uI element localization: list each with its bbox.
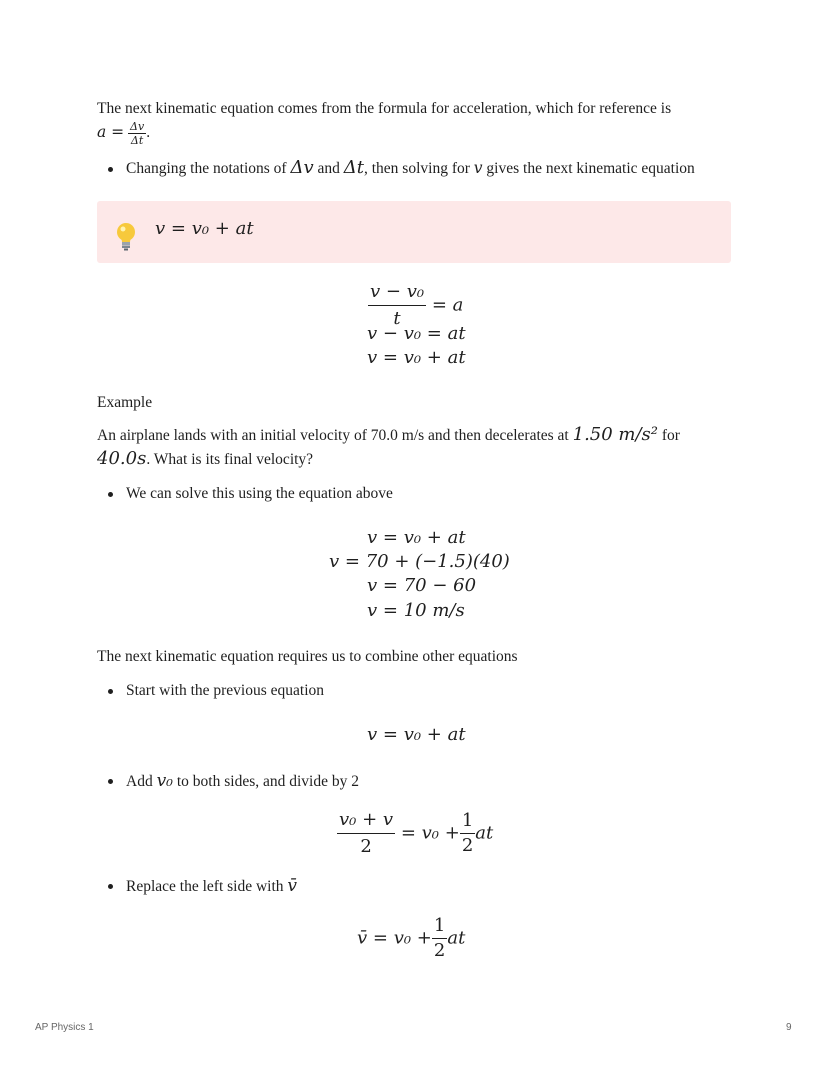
combine-bullet3-var: v̄ — [287, 876, 298, 896]
derivation1-den: t — [393, 308, 401, 329]
formula-den: Δt — [130, 134, 144, 147]
bullet-dot — [108, 689, 113, 694]
combine-eq2-num: v₀ + v — [337, 811, 395, 834]
example-bullet: We can solve this using the equation above — [126, 485, 393, 502]
bullet1-mid: , then solving for — [364, 160, 470, 177]
bullet1-dt: Δt — [343, 157, 364, 178]
bullet-dot — [108, 884, 113, 889]
combine-eq2-den: 2 — [360, 836, 372, 857]
bullet1-pre: Changing the notations of — [126, 160, 287, 177]
combine-eq2 — [337, 811, 493, 856]
bullet-notation — [126, 157, 695, 180]
combine-eq3 — [357, 917, 465, 960]
combine-text: The next kinematic equation requires us to combine other equations — [97, 648, 518, 665]
combine-eq2-half-den: 2 — [461, 835, 474, 856]
example-line1: v = v₀ + at — [367, 527, 466, 548]
derivation1-fraction — [368, 283, 426, 328]
combine-eq2-half-num: 1 — [460, 812, 475, 834]
combine-eq2-half — [460, 812, 475, 855]
combine-eq3-lhs: v̄ = v₀ + — [357, 927, 432, 949]
bullet-dot — [108, 167, 113, 172]
example-line3: v = 70 − 60 — [367, 575, 477, 596]
derivation1-line2: v − v₀ = at — [367, 323, 466, 344]
combine-bullet2-post: to both sides, and divide by 2 — [176, 773, 359, 790]
combine-eq2-end: at — [475, 822, 494, 844]
combine-eq1: v = v₀ + at — [367, 724, 466, 745]
bullet-dot — [108, 492, 113, 497]
callout-box — [97, 201, 731, 263]
acceleration-formula — [97, 121, 150, 146]
combine-eq3-end: at — [447, 927, 466, 949]
combine-bullet3-pre: Replace the left side with — [126, 878, 284, 895]
derivation1-num: v − v₀ — [368, 283, 426, 306]
bullet1-dv: Δv — [290, 157, 314, 178]
example-accel: 1.50 m/s² — [572, 424, 659, 445]
lightbulb-icon — [115, 221, 137, 251]
example-p1-post: . What is its final velocity? — [146, 451, 314, 468]
page-number: 9 — [786, 1022, 792, 1033]
derivation1-line3: v = v₀ + at — [367, 347, 466, 368]
example-heading: Example — [97, 394, 153, 411]
combine-eq3-half — [432, 917, 447, 960]
formula-fraction — [128, 121, 146, 146]
formula-num: Δv — [130, 120, 145, 133]
callout-equation: v = v₀ + at — [155, 218, 254, 239]
footer-course-label: AP Physics 1 — [35, 1022, 94, 1033]
example-line2: v = 70 + (−1.5)(40) — [329, 551, 510, 572]
combine-bullet3 — [126, 875, 297, 898]
formula-end: . — [146, 124, 151, 142]
combine-bullet2-pre: Add — [126, 773, 153, 790]
combine-bullet2-var: v₀ — [156, 771, 173, 791]
example-line4: v = 10 m/s — [367, 600, 465, 621]
combine-eq3-half-num: 1 — [432, 917, 447, 939]
derivation1-fraction-line — [368, 283, 463, 328]
bullet1-and: and — [317, 160, 340, 177]
bullet1-post: gives the next kinematic equation — [486, 160, 695, 177]
example-problem-line1 — [97, 424, 680, 447]
combine-bullet2 — [126, 770, 359, 793]
bullet1-v: v — [473, 159, 483, 177]
example-for: for — [661, 427, 680, 444]
example-p1-pre: An airplane lands with an initial velocity of 70.0 m/s and then decelerates at — [97, 427, 569, 444]
intro-text: The next kinematic equation comes from the formula for acceleration, which for reference is — [97, 100, 672, 117]
example-problem-line2 — [97, 448, 313, 471]
formula-lhs: a = — [97, 123, 125, 142]
combine-eq2-mid: = v₀ + — [400, 822, 460, 844]
combine-bullet1: Start with the previous equation — [126, 682, 325, 699]
example-time: 40.0s — [97, 448, 147, 469]
bullet-dot — [108, 779, 113, 784]
combine-eq2-fraction — [337, 811, 395, 856]
derivation1-rhs: = a — [431, 294, 464, 316]
combine-eq3-half-den: 2 — [433, 940, 446, 961]
